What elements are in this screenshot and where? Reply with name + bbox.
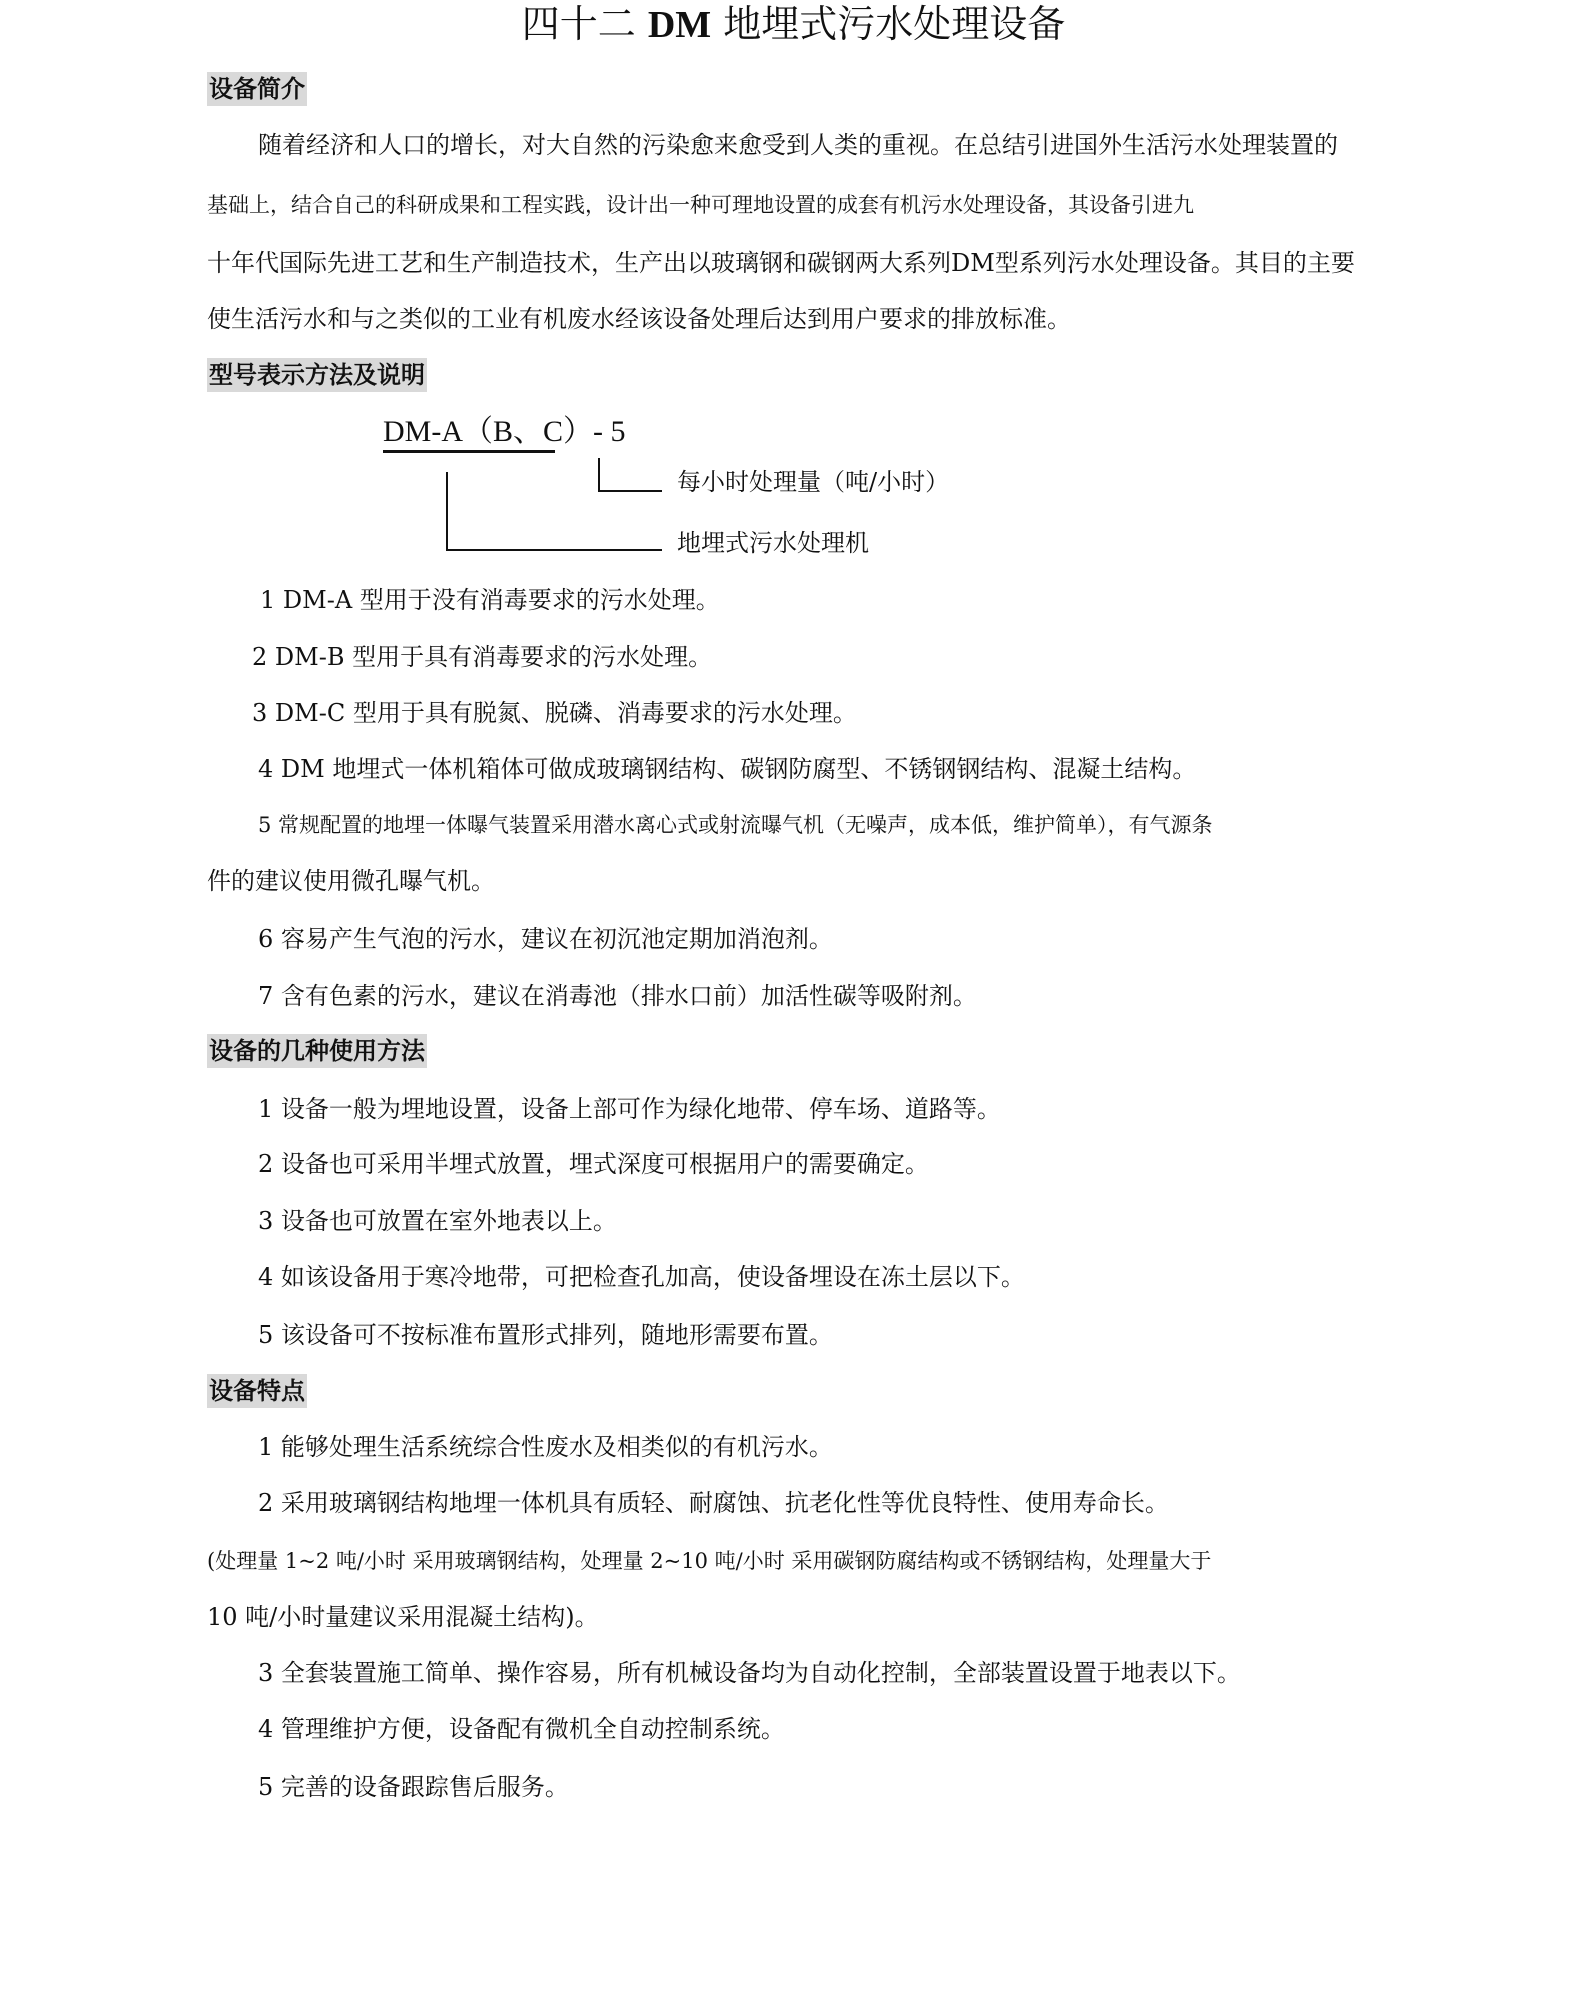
model-line-5: 5 常规配置的地埋一体曝气装置采用潜水离心式或射流曝气机（无噪声，成本低，维护简单），有气源条 <box>258 813 1213 837</box>
usage-line-4: 4 如该设备用于寒冷地带，可把检查孔加高，使设备埋设在冻土层以下。 <box>258 1263 1025 1291</box>
model-line-8: 7 含有色素的污水，建议在消毒池（排水口前）加活性碳等吸附剂。 <box>258 982 977 1010</box>
features-line-5: 3 全套装置施工简单、操作容易，所有机械设备均为自动化控制，全部装置设置于地表以下。 <box>258 1659 1241 1687</box>
model-line-6: 件的建议使用微孔曝气机。 <box>207 867 495 895</box>
model-heading: 型号表示方法及说明 <box>207 358 427 392</box>
features-line-2: 2 采用玻璃钢结构地埋一体机具有质轻、耐腐蚀、抗老化性等优良特性、使用寿命长。 <box>258 1489 1169 1517</box>
features-line-3: (处理量 1~2 吨/小时 采用玻璃钢结构，处理量 2~10 吨/小时 采用碳钢防腐结构或不锈钢结构，处理量大于 <box>207 1549 1212 1573</box>
title-suffix: 地埋式污水处理设备 <box>723 2 1066 46</box>
intro-heading: 设备简介 <box>207 72 307 106</box>
machine-connector-vertical <box>446 472 448 551</box>
intro-line-3: 十年代国际先进工艺和生产制造技术，生产出以玻璃钢和碳钢两大系列DM型系列污水处理设备。其目的主要 <box>207 249 1355 277</box>
page-title <box>0 2 1587 47</box>
features-line-6: 4 管理维护方便，设备配有微机全自动控制系统。 <box>258 1715 785 1743</box>
model-line-1: 1 DM-A 型用于没有消毒要求的污水处理。 <box>260 586 720 614</box>
title-code: DM <box>647 4 712 46</box>
intro-line-4: 使生活污水和与之类似的工业有机废水经该设备处理后达到用户要求的排放标准。 <box>207 305 1071 333</box>
capacity-label: 每小时处理量（吨/小时） <box>677 468 950 496</box>
model-line-3: 3 DM-C 型用于具有脱氮、脱磷、消毒要求的污水处理。 <box>252 699 857 727</box>
machine-label: 地埋式污水处理机 <box>677 529 869 557</box>
features-heading: 设备特点 <box>207 1374 307 1408</box>
intro-line-1: 随着经济和人口的增长，对大自然的污染愈来愈受到人类的重视。在总结引进国外生活污水处理装置的 <box>258 131 1338 159</box>
usage-line-2: 2 设备也可采用半埋式放置，埋式深度可根据用户的需要确定。 <box>258 1150 929 1178</box>
model-line-7: 6 容易产生气泡的污水，建议在初沉池定期加消泡剂。 <box>258 925 833 953</box>
features-line-1: 1 能够处理生活系统综合性废水及相类似的有机污水。 <box>258 1433 833 1461</box>
usage-line-3: 3 设备也可放置在室外地表以上。 <box>258 1207 617 1235</box>
features-line-4: 10 吨/小时量建议采用混凝土结构)。 <box>207 1603 599 1631</box>
usage-line-5: 5 该设备可不按标准布置形式排列，随地形需要布置。 <box>258 1321 833 1349</box>
model-line-4: 4 DM 地埋式一体机箱体可做成玻璃钢结构、碳钢防腐型、不锈钢钢结构、混凝土结构。 <box>258 755 1197 783</box>
model-code: DM-A（B、C）- 5 <box>383 415 626 448</box>
title-prefix: 四十二 <box>521 2 636 46</box>
machine-connector-horizontal <box>446 549 662 551</box>
model-line-2: 2 DM-B 型用于具有消毒要求的污水处理。 <box>252 643 713 671</box>
capacity-connector-horizontal <box>598 490 662 492</box>
intro-line-2: 基础上，结合自己的科研成果和工程实践，设计出一种可理地设置的成套有机污水处理设备，其设备引进九 <box>207 193 1194 217</box>
usage-heading: 设备的几种使用方法 <box>207 1034 427 1068</box>
features-line-7: 5 完善的设备跟踪售后服务。 <box>258 1773 569 1801</box>
model-code-underline <box>383 450 555 453</box>
usage-line-1: 1 设备一般为埋地设置，设备上部可作为绿化地带、停车场、道路等。 <box>258 1095 1001 1123</box>
capacity-connector-vertical <box>598 458 600 492</box>
